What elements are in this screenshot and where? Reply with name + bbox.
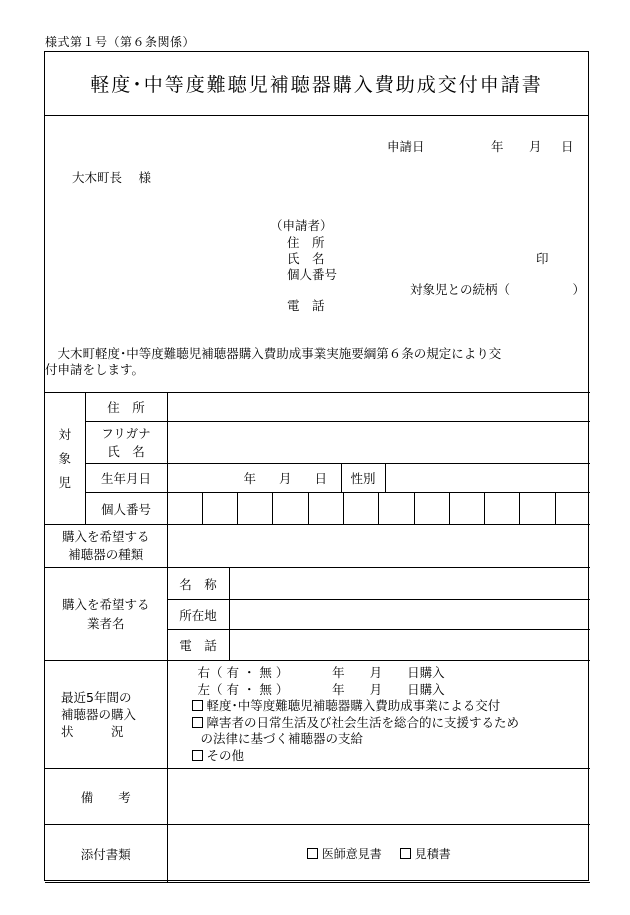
attachment-estimate-label: 見積書: [414, 847, 451, 861]
child-name-row: [45, 422, 590, 464]
digit-box[interactable]: [343, 493, 378, 524]
child-name-label: 氏 名: [107, 443, 145, 459]
details-table: [45, 392, 590, 883]
digit-box[interactable]: [414, 493, 449, 524]
checkbox-icon[interactable]: [400, 848, 411, 859]
attachment-doctor-opinion-label: 医師意見書: [321, 847, 382, 861]
vendor-location-label: 所在地: [167, 600, 229, 630]
vendor-location-field[interactable]: [229, 600, 590, 630]
applicant-phone-label: 電 話: [287, 298, 325, 313]
application-day-label: 日: [561, 139, 574, 154]
form-title: 軽度･中等度難聴児補聴器購入費助成交付申請書: [45, 52, 588, 116]
checkbox-icon[interactable]: [192, 717, 203, 728]
vendor-name-label: 名 称: [167, 568, 229, 600]
application-month-label: 月: [529, 139, 542, 154]
purchase-history-label: [45, 661, 167, 769]
addressee: 大木町長 様: [72, 170, 151, 185]
digit-box[interactable]: [378, 493, 413, 524]
birth-day-label: 日: [314, 471, 328, 486]
child-address-field[interactable]: [167, 393, 590, 422]
vendor-phone-field[interactable]: [229, 630, 590, 661]
applicant-personal-number-label: 個人番号: [287, 267, 338, 282]
application-date-label: 申請日: [387, 139, 425, 154]
hearing-aid-type-field[interactable]: [167, 525, 590, 568]
digit-box[interactable]: [519, 493, 554, 524]
hearing-aid-type-label-line1: 購入を希望する: [61, 529, 150, 544]
attachment-estimate[interactable]: [400, 845, 451, 862]
child-address-label: 住 所: [85, 393, 167, 422]
vendor-label: [45, 568, 167, 661]
vendor-label-line2: 業者名: [86, 616, 125, 631]
history-label-line1: 最近5年間の: [61, 690, 132, 705]
birth-month-label: 月: [279, 471, 292, 486]
digit-box[interactable]: [308, 493, 343, 524]
digit-box[interactable]: [484, 493, 519, 524]
target-child-label-1: 対: [58, 426, 71, 442]
checkbox-icon[interactable]: [307, 848, 318, 859]
digit-box[interactable]: [168, 493, 202, 524]
applicant-address-label: 住 所: [287, 235, 325, 250]
child-personal-number-label: 個人番号: [85, 493, 167, 525]
child-personal-number-row: [45, 493, 590, 525]
history-option-other[interactable]: [176, 748, 591, 765]
seal-mark: 印: [536, 251, 549, 266]
application-year-label: 年: [491, 139, 504, 154]
birthdate-field[interactable]: [167, 464, 341, 493]
digit-box[interactable]: [237, 493, 272, 524]
furigana-label: フリガナ: [101, 425, 151, 441]
remarks-label: 備 考: [45, 769, 167, 825]
vendor-name-row: [45, 568, 590, 600]
purchase-history-field: [167, 661, 590, 769]
relationship-label: 対象児との続柄（ ）: [410, 282, 586, 297]
target-child-label-3: 児: [58, 474, 71, 490]
hearing-aid-type-label-line2: 補聴器の種類: [68, 547, 144, 562]
statement-line-2: 付申請をします。: [45, 362, 145, 377]
application-form: [44, 51, 589, 881]
vendor-label-line1: 購入を希望する: [61, 597, 150, 612]
attachments-field: [167, 825, 590, 883]
purchase-history-row: [45, 661, 590, 769]
checkbox-icon[interactable]: [192, 700, 203, 711]
child-birthdate-row: [45, 464, 590, 493]
gender-label: 性別: [341, 464, 385, 493]
attachments-label: 添付書類: [45, 825, 167, 883]
form-number: 様式第１号（第６条関係）: [45, 35, 196, 49]
history-label-line3: 状 況: [61, 724, 124, 739]
checkbox-icon[interactable]: [192, 750, 203, 761]
history-option-other-label: その他: [206, 747, 245, 763]
digit-box[interactable]: [272, 493, 307, 524]
history-option-disability-act[interactable]: [176, 715, 591, 732]
birthdate-label: 生年月日: [85, 464, 167, 493]
hearing-aid-type-label: [45, 525, 167, 568]
remarks-row: [45, 769, 590, 825]
history-option-subsidy[interactable]: [176, 698, 591, 715]
digit-box[interactable]: [202, 493, 237, 524]
statement-line-1: 大木町軽度･中等度難聴児補聴器購入費助成事業実施要綱第６条の規定により交: [45, 346, 502, 361]
hearing-aid-type-row: [45, 525, 590, 568]
attachment-doctor-opinion[interactable]: [307, 845, 382, 862]
vendor-name-field[interactable]: [229, 568, 590, 600]
child-address-row: [45, 393, 590, 422]
child-name-field[interactable]: [167, 422, 590, 464]
gender-field[interactable]: [385, 464, 590, 493]
digit-box[interactable]: [449, 493, 484, 524]
history-option-disability-act-label: 障害者の日常生活及び社会生活を総合的に支援するため: [206, 714, 520, 730]
target-child-section: [45, 393, 85, 525]
birth-year-label: 年: [243, 471, 257, 486]
attachments-row: [45, 825, 590, 883]
target-child-label-2: 象: [58, 450, 71, 466]
child-personal-number-field[interactable]: [167, 493, 590, 525]
history-label-line2: 補聴器の購入: [61, 707, 137, 722]
child-name-label-cell: [85, 422, 167, 464]
digit-box[interactable]: [555, 493, 590, 524]
left-ear-history[interactable]: 左（ 有 ・ 無 ） 年 月 日購入: [197, 681, 445, 697]
applicant-name-label: 氏 名: [287, 251, 325, 266]
history-option-subsidy-label: 軽度･中等度難聴児補聴器購入費助成事業による交付: [206, 698, 501, 713]
history-option-disability-act-cont: の法律に基づく補聴器の支給: [200, 731, 364, 746]
right-ear-history[interactable]: 右（ 有 ・ 無 ） 年 月 日購入: [197, 665, 445, 680]
vendor-phone-label: 電 話: [167, 630, 229, 661]
remarks-field[interactable]: [167, 769, 590, 825]
applicant-label: （申請者）: [270, 218, 333, 233]
